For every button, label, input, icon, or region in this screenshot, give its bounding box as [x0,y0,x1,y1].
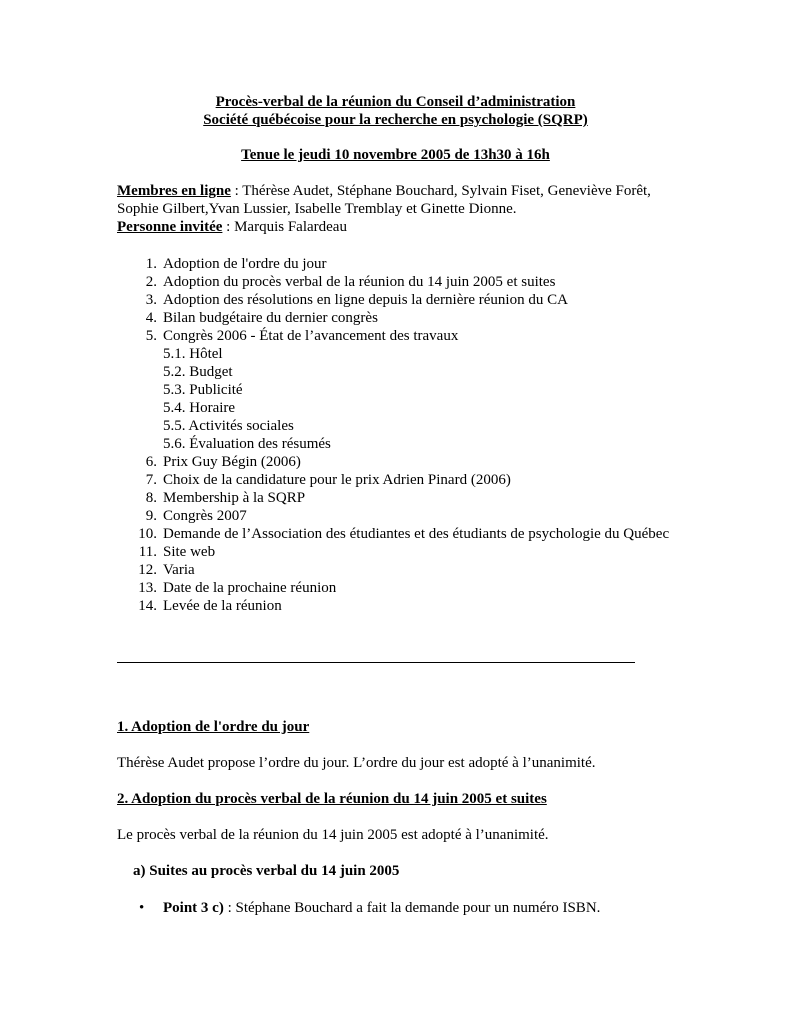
document-title-line-1: Procès-verbal de la réunion du Conseil d’administration [215,94,576,110]
agenda-item-text: Levée de la réunion [163,598,282,614]
agenda-item [117,561,677,579]
agenda-item-text: Prix Guy Bégin (2006) [163,454,301,470]
horizontal-divider [117,662,635,663]
agenda-item [117,309,677,327]
agenda-item-text: Membership à la SQRP [163,490,306,506]
guest [117,218,687,236]
section-2-heading: 2. Adoption du procès verbal de la réunion du 14 juin 2005 et suites [117,791,547,807]
agenda-item-text: Demande de l’Association des étudiantes et des étudiants de psychologie du Québec [163,526,670,542]
agenda-item-number: 2. [145,274,157,290]
agenda-subitem: 5.1. Hôtel [163,346,223,362]
agenda-item-number: 11. [138,544,157,560]
agenda-item [117,543,677,561]
agenda-item-text: Varia [163,562,195,578]
agenda-item [117,525,677,543]
bullet-label: Point 3 c) [163,900,224,916]
guest-name: : Marquis Falardeau [222,219,347,235]
agenda-item [117,255,677,273]
agenda-item [117,291,677,309]
agenda-item-text: Congrès 2007 [163,508,247,524]
members-label: Membres en ligne [117,183,231,199]
agenda-sublist [163,345,677,453]
agenda-item-text: Adoption des résolutions en ligne depuis la dernière réunion du CA [163,292,568,308]
agenda-item-number: 13. [138,580,157,596]
section-2a-heading: a) Suites au procès verbal du 14 juin 2005 [133,863,400,879]
agenda-item-number: 3. [145,292,157,308]
agenda-item-number: 5. [145,328,157,344]
agenda-subitem: 5.5. Activités sociales [163,418,294,434]
agenda-item-number: 9. [145,508,157,524]
agenda-item-number: 4. [145,310,157,326]
agenda-item-number: 6. [145,454,157,470]
attendees-block [117,182,687,236]
members-online [117,182,687,218]
bullet-text: : Stéphane Bouchard a fait la demande pour un numéro ISBN. [223,900,601,916]
agenda-item [117,327,677,453]
section-1-text: Thérèse Audet propose l’ordre du jour. L’ordre du jour est adopté à l’unanimité. [117,755,596,771]
agenda-subitem: 5.3. Publicité [163,382,243,398]
section-2-text: Le procès verbal de la réunion du 14 juin 2005 est adopté à l’unanimité. [117,827,549,843]
agenda-item-number: 12. [138,562,157,578]
agenda-item [117,471,677,489]
agenda-item [117,453,677,471]
agenda-item [117,489,677,507]
agenda-item-number: 1. [145,256,157,272]
agenda-subitem: 5.2. Budget [163,364,233,380]
agenda-subitem: 5.6. Évaluation des résumés [163,436,331,452]
agenda-item-text: Date de la prochaine réunion [163,580,337,596]
agenda-item [117,579,677,597]
document-header [0,93,791,129]
agenda-item-text: Choix de la candidature pour le prix Adrien Pinard (2006) [163,472,511,488]
agenda-item-text: Bilan budgétaire du dernier congrès [163,310,378,326]
document-title-line-2: Société québécoise pour la recherche en psychologie (SQRP) [203,112,588,128]
agenda-item-number: 7. [145,472,157,488]
agenda-item-number: 8. [145,490,157,506]
agenda-item [117,273,677,291]
agenda-item-text: Congrès 2006 - État de l’avancement des travaux [163,328,459,344]
agenda-subitem: 5.4. Horaire [163,400,236,416]
agenda-item-number: 14. [138,598,157,614]
agenda-item [117,507,677,525]
agenda-item-text: Site web [163,544,216,560]
meeting-date: Tenue le jeudi 10 novembre 2005 de 13h30 à 16h [241,147,550,163]
bullet-item [139,899,600,917]
agenda-item-text: Adoption du procès verbal de la réunion du 14 juin 2005 et suites [163,274,556,290]
section-1-heading: 1. Adoption de l'ordre du jour [117,719,310,735]
agenda-item-text: Adoption de l'ordre du jour [163,256,327,272]
agenda-list [117,255,677,615]
members-list: : Thérèse Audet, Stéphane Bouchard, Sylvain Fiset, Geneviève Forêt, Sophie Gilbert,Yvan Lussier, Isabelle Tremblay et Ginette Dionne. [117,183,651,217]
bullet-icon: • [139,900,145,916]
agenda-item [117,597,677,615]
guest-label: Personne invitée [117,219,223,235]
agenda-item-number: 10. [138,526,157,542]
